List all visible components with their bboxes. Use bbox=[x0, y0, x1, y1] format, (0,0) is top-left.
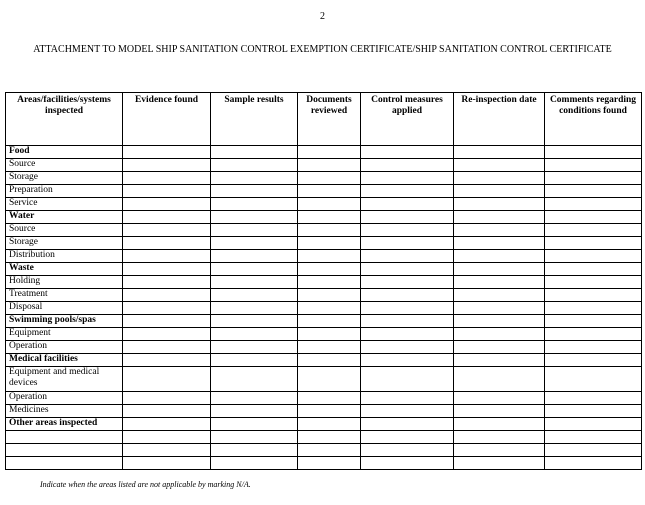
documents-cell[interactable] bbox=[298, 457, 361, 470]
table-category-row bbox=[6, 354, 642, 367]
evidence-cell[interactable] bbox=[123, 172, 211, 185]
documents-cell[interactable] bbox=[298, 224, 361, 237]
control-measures-cell[interactable] bbox=[361, 224, 454, 237]
area-label: Operation bbox=[6, 341, 123, 354]
documents-cell[interactable] bbox=[298, 263, 361, 276]
reinspection-date-cell[interactable] bbox=[454, 431, 545, 444]
sample-results-cell[interactable] bbox=[211, 315, 298, 328]
footnote: Indicate when the areas listed are not applicable by marking N/A. bbox=[40, 480, 251, 489]
area-label: Source bbox=[6, 159, 123, 172]
documents-cell[interactable] bbox=[298, 250, 361, 263]
documents-cell[interactable] bbox=[298, 146, 361, 159]
comments-cell[interactable] bbox=[545, 250, 642, 263]
evidence-cell[interactable] bbox=[123, 198, 211, 211]
comments-cell[interactable] bbox=[545, 405, 642, 418]
sample-results-cell[interactable] bbox=[211, 224, 298, 237]
sample-results-cell[interactable] bbox=[211, 431, 298, 444]
evidence-cell[interactable] bbox=[123, 302, 211, 315]
control-measures-cell[interactable] bbox=[361, 146, 454, 159]
evidence-cell[interactable] bbox=[123, 367, 211, 392]
sample-results-cell[interactable] bbox=[211, 457, 298, 470]
comments-cell[interactable] bbox=[545, 289, 642, 302]
documents-cell[interactable] bbox=[298, 185, 361, 198]
reinspection-date-cell[interactable] bbox=[454, 172, 545, 185]
header-sample-results: Sample results bbox=[211, 93, 298, 146]
area-label: Holding bbox=[6, 276, 123, 289]
reinspection-date-cell[interactable] bbox=[454, 185, 545, 198]
documents-cell[interactable] bbox=[298, 159, 361, 172]
category-label: Water bbox=[6, 211, 123, 224]
comments-cell[interactable] bbox=[545, 159, 642, 172]
table-row bbox=[6, 367, 642, 392]
area-label: Source bbox=[6, 224, 123, 237]
table-row bbox=[6, 159, 642, 172]
area-label bbox=[6, 457, 123, 470]
comments-cell[interactable] bbox=[545, 392, 642, 405]
header-documents: Documents reviewed bbox=[298, 93, 361, 146]
evidence-cell[interactable] bbox=[123, 341, 211, 354]
category-label: Other areas inspected bbox=[6, 418, 123, 431]
area-label: Disposal bbox=[6, 302, 123, 315]
evidence-cell[interactable] bbox=[123, 159, 211, 172]
sample-results-cell[interactable] bbox=[211, 237, 298, 250]
reinspection-date-cell[interactable] bbox=[454, 289, 545, 302]
documents-cell[interactable] bbox=[298, 315, 361, 328]
control-measures-cell[interactable] bbox=[361, 315, 454, 328]
documents-cell[interactable] bbox=[298, 405, 361, 418]
evidence-cell[interactable] bbox=[123, 328, 211, 341]
comments-cell[interactable] bbox=[545, 237, 642, 250]
reinspection-date-cell[interactable] bbox=[454, 211, 545, 224]
comments-cell[interactable] bbox=[545, 418, 642, 431]
control-measures-cell[interactable] bbox=[361, 418, 454, 431]
reinspection-date-cell[interactable] bbox=[454, 341, 545, 354]
control-measures-cell[interactable] bbox=[361, 302, 454, 315]
evidence-cell[interactable] bbox=[123, 418, 211, 431]
reinspection-date-cell[interactable] bbox=[454, 444, 545, 457]
sample-results-cell[interactable] bbox=[211, 354, 298, 367]
sample-results-cell[interactable] bbox=[211, 211, 298, 224]
reinspection-date-cell[interactable] bbox=[454, 354, 545, 367]
comments-cell[interactable] bbox=[545, 146, 642, 159]
area-label: Operation bbox=[6, 392, 123, 405]
evidence-cell[interactable] bbox=[123, 185, 211, 198]
documents-cell[interactable] bbox=[298, 367, 361, 392]
sample-results-cell[interactable] bbox=[211, 159, 298, 172]
area-label: Equipment bbox=[6, 328, 123, 341]
table-row bbox=[6, 341, 642, 354]
evidence-cell[interactable] bbox=[123, 405, 211, 418]
comments-cell[interactable] bbox=[545, 224, 642, 237]
table-row bbox=[6, 328, 642, 341]
comments-cell[interactable] bbox=[545, 431, 642, 444]
evidence-cell[interactable] bbox=[123, 237, 211, 250]
comments-cell[interactable] bbox=[545, 457, 642, 470]
comments-cell[interactable] bbox=[545, 276, 642, 289]
documents-cell[interactable] bbox=[298, 341, 361, 354]
reinspection-date-cell[interactable] bbox=[454, 392, 545, 405]
documents-cell[interactable] bbox=[298, 276, 361, 289]
comments-cell[interactable] bbox=[545, 211, 642, 224]
evidence-cell[interactable] bbox=[123, 457, 211, 470]
table-row bbox=[6, 302, 642, 315]
sample-results-cell[interactable] bbox=[211, 418, 298, 431]
header-reinspection-date: Re-inspection date bbox=[454, 93, 545, 146]
sample-results-cell[interactable] bbox=[211, 367, 298, 392]
evidence-cell[interactable] bbox=[123, 354, 211, 367]
control-measures-cell[interactable] bbox=[361, 159, 454, 172]
reinspection-date-cell[interactable] bbox=[454, 159, 545, 172]
reinspection-date-cell[interactable] bbox=[454, 146, 545, 159]
evidence-cell[interactable] bbox=[123, 289, 211, 302]
category-label: Food bbox=[6, 146, 123, 159]
evidence-cell[interactable] bbox=[123, 392, 211, 405]
sample-results-cell[interactable] bbox=[211, 302, 298, 315]
comments-cell[interactable] bbox=[545, 367, 642, 392]
comments-cell[interactable] bbox=[545, 315, 642, 328]
header-comments: Comments regarding conditions found bbox=[545, 93, 642, 146]
table-body bbox=[6, 146, 642, 470]
table-row bbox=[6, 237, 642, 250]
documents-cell[interactable] bbox=[298, 302, 361, 315]
sample-results-cell[interactable] bbox=[211, 185, 298, 198]
evidence-cell[interactable] bbox=[123, 444, 211, 457]
documents-cell[interactable] bbox=[298, 392, 361, 405]
evidence-cell[interactable] bbox=[123, 211, 211, 224]
control-measures-cell[interactable] bbox=[361, 276, 454, 289]
sample-results-cell[interactable] bbox=[211, 289, 298, 302]
control-measures-cell[interactable] bbox=[361, 172, 454, 185]
sample-results-cell[interactable] bbox=[211, 328, 298, 341]
area-label: Equipment and medical devices bbox=[6, 367, 123, 392]
documents-cell[interactable] bbox=[298, 237, 361, 250]
table-category-row bbox=[6, 211, 642, 224]
reinspection-date-cell[interactable] bbox=[454, 224, 545, 237]
table-category-row bbox=[6, 146, 642, 159]
area-label: Service bbox=[6, 198, 123, 211]
comments-cell[interactable] bbox=[545, 198, 642, 211]
inspection-table bbox=[5, 92, 642, 470]
control-measures-cell[interactable] bbox=[361, 185, 454, 198]
sample-results-cell[interactable] bbox=[211, 172, 298, 185]
sample-results-cell[interactable] bbox=[211, 392, 298, 405]
documents-cell[interactable] bbox=[298, 418, 361, 431]
control-measures-cell[interactable] bbox=[361, 198, 454, 211]
certificate-title: ATTACHMENT TO MODEL SHIP SANITATION CONTROL EXEMPTION CERTIFICATE/SHIP SANITATION CONTROL CERTIFICATE bbox=[33, 44, 612, 55]
reinspection-date-cell[interactable] bbox=[454, 328, 545, 341]
documents-cell[interactable] bbox=[298, 431, 361, 444]
comments-cell[interactable] bbox=[545, 444, 642, 457]
documents-cell[interactable] bbox=[298, 289, 361, 302]
control-measures-cell[interactable] bbox=[361, 392, 454, 405]
control-measures-cell[interactable] bbox=[361, 341, 454, 354]
sample-results-cell[interactable] bbox=[211, 444, 298, 457]
sample-results-cell[interactable] bbox=[211, 250, 298, 263]
table-header-row bbox=[6, 93, 642, 146]
table-category-row bbox=[6, 315, 642, 328]
control-measures-cell[interactable] bbox=[361, 250, 454, 263]
sample-results-cell[interactable] bbox=[211, 341, 298, 354]
documents-cell[interactable] bbox=[298, 172, 361, 185]
control-measures-cell[interactable] bbox=[361, 405, 454, 418]
table-row bbox=[6, 250, 642, 263]
control-measures-cell[interactable] bbox=[361, 354, 454, 367]
documents-cell[interactable] bbox=[298, 444, 361, 457]
table-row bbox=[6, 276, 642, 289]
area-label bbox=[6, 444, 123, 457]
sample-results-cell[interactable] bbox=[211, 146, 298, 159]
sample-results-cell[interactable] bbox=[211, 276, 298, 289]
comments-cell[interactable] bbox=[545, 172, 642, 185]
reinspection-date-cell[interactable] bbox=[454, 405, 545, 418]
evidence-cell[interactable] bbox=[123, 276, 211, 289]
documents-cell[interactable] bbox=[298, 198, 361, 211]
table-row bbox=[6, 405, 642, 418]
reinspection-date-cell[interactable] bbox=[454, 263, 545, 276]
control-measures-cell[interactable] bbox=[361, 211, 454, 224]
control-measures-cell[interactable] bbox=[361, 457, 454, 470]
reinspection-date-cell[interactable] bbox=[454, 367, 545, 392]
table-row bbox=[6, 224, 642, 237]
reinspection-date-cell[interactable] bbox=[454, 315, 545, 328]
evidence-cell[interactable] bbox=[123, 431, 211, 444]
header-evidence: Evidence found bbox=[123, 93, 211, 146]
comments-cell[interactable] bbox=[545, 328, 642, 341]
evidence-cell[interactable] bbox=[123, 263, 211, 276]
documents-cell[interactable] bbox=[298, 328, 361, 341]
documents-cell[interactable] bbox=[298, 354, 361, 367]
control-measures-cell[interactable] bbox=[361, 444, 454, 457]
table-row bbox=[6, 198, 642, 211]
category-label: Medical facilities bbox=[6, 354, 123, 367]
control-measures-cell[interactable] bbox=[361, 263, 454, 276]
control-measures-cell[interactable] bbox=[361, 431, 454, 444]
comments-cell[interactable] bbox=[545, 341, 642, 354]
area-label: Medicines bbox=[6, 405, 123, 418]
reinspection-date-cell[interactable] bbox=[454, 457, 545, 470]
evidence-cell[interactable] bbox=[123, 250, 211, 263]
comments-cell[interactable] bbox=[545, 185, 642, 198]
sample-results-cell[interactable] bbox=[211, 263, 298, 276]
control-measures-cell[interactable] bbox=[361, 367, 454, 392]
category-label: Swimming pools/spas bbox=[6, 315, 123, 328]
table-row bbox=[6, 289, 642, 302]
comments-cell[interactable] bbox=[545, 354, 642, 367]
category-label: Waste bbox=[6, 263, 123, 276]
area-label bbox=[6, 431, 123, 444]
table-category-row bbox=[6, 263, 642, 276]
evidence-cell[interactable] bbox=[123, 224, 211, 237]
table-row bbox=[6, 431, 642, 444]
reinspection-date-cell[interactable] bbox=[454, 198, 545, 211]
header-control-measures: Control measures applied bbox=[361, 93, 454, 146]
table-row bbox=[6, 172, 642, 185]
table-row bbox=[6, 444, 642, 457]
area-label: Treatment bbox=[6, 289, 123, 302]
table-row bbox=[6, 185, 642, 198]
documents-cell[interactable] bbox=[298, 211, 361, 224]
sample-results-cell[interactable] bbox=[211, 198, 298, 211]
reinspection-date-cell[interactable] bbox=[454, 418, 545, 431]
reinspection-date-cell[interactable] bbox=[454, 302, 545, 315]
area-label: Storage bbox=[6, 237, 123, 250]
table-row bbox=[6, 457, 642, 470]
comments-cell[interactable] bbox=[545, 302, 642, 315]
control-measures-cell[interactable] bbox=[361, 328, 454, 341]
control-measures-cell[interactable] bbox=[361, 237, 454, 250]
reinspection-date-cell[interactable] bbox=[454, 237, 545, 250]
evidence-cell[interactable] bbox=[123, 146, 211, 159]
control-measures-cell[interactable] bbox=[361, 289, 454, 302]
reinspection-date-cell[interactable] bbox=[454, 276, 545, 289]
area-label: Preparation bbox=[6, 185, 123, 198]
reinspection-date-cell[interactable] bbox=[454, 250, 545, 263]
sample-results-cell[interactable] bbox=[211, 405, 298, 418]
page-number: 2 bbox=[320, 11, 325, 22]
comments-cell[interactable] bbox=[545, 263, 642, 276]
evidence-cell[interactable] bbox=[123, 315, 211, 328]
area-label: Storage bbox=[6, 172, 123, 185]
area-label: Distribution bbox=[6, 250, 123, 263]
header-areas: Areas/facilities/systems inspected bbox=[6, 93, 123, 146]
table-category-row bbox=[6, 418, 642, 431]
table-row bbox=[6, 392, 642, 405]
